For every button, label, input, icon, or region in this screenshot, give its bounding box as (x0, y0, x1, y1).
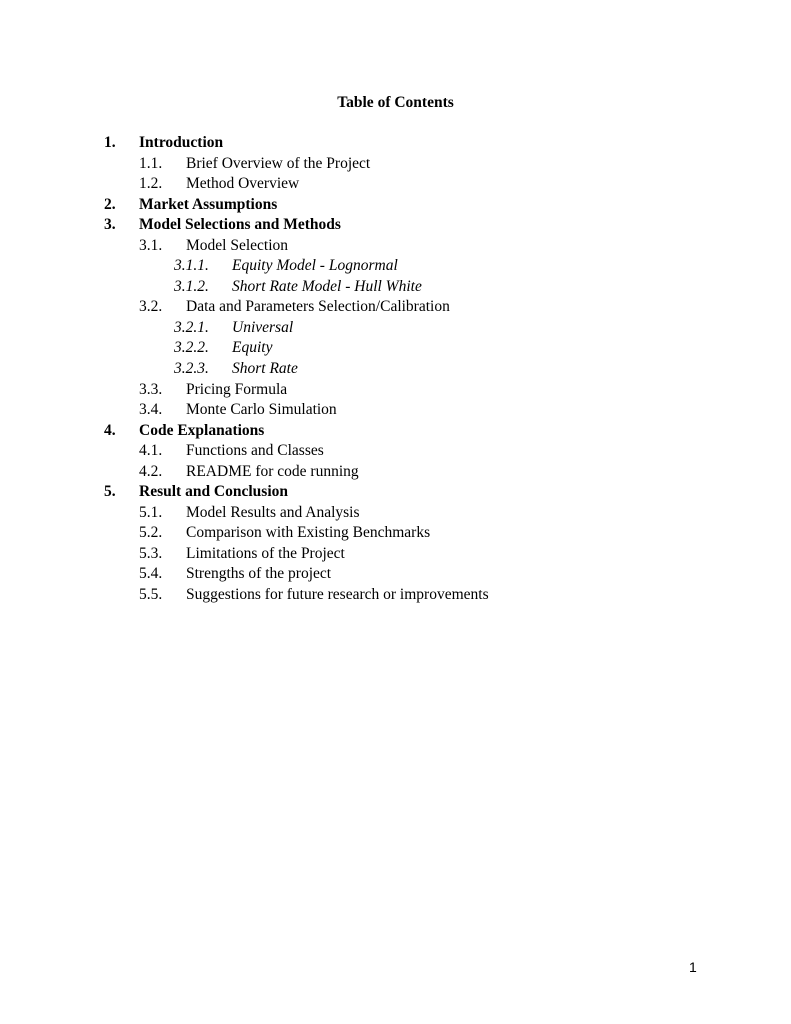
toc-entry-level-2 (0, 236, 791, 257)
toc-entry-title: Model Results and Analysis (186, 503, 360, 521)
toc-entry-level-2 (0, 544, 791, 565)
toc-entry-title: Strengths of the project (186, 565, 332, 583)
toc-entry-title: Equity (232, 339, 273, 357)
toc-entry-level-2 (0, 154, 791, 175)
toc-entry-number: 5.2. (139, 524, 163, 542)
toc-entry-number: 4.1. (139, 442, 163, 460)
toc-entry-title: Model Selection (186, 236, 289, 254)
toc-entry-number: 5.1. (139, 503, 163, 521)
toc-entry-title: Result and Conclusion (139, 483, 289, 501)
toc-entry-level-3 (0, 277, 791, 298)
toc-entry-level-2 (0, 462, 791, 483)
toc-entry-level-1 (0, 195, 791, 216)
toc-entry-level-2 (0, 297, 791, 318)
toc-entry-number: 3.1.2. (174, 277, 209, 295)
toc-entry-title: Equity Model - Lognormal (232, 257, 398, 275)
toc-entry-title: Method Overview (186, 175, 300, 193)
toc-entry-number: 3.2.2. (174, 339, 209, 357)
toc-entry-number: 3.1. (139, 236, 163, 254)
toc-entry-level-3 (0, 359, 791, 380)
toc-entry-level-2 (0, 380, 791, 401)
toc-entry-title: Market Assumptions (139, 195, 278, 213)
toc-entry-level-2 (0, 441, 791, 462)
toc-entry-number: 3.1.1. (174, 257, 209, 275)
toc-entry-level-1 (0, 482, 791, 503)
toc-entry-level-2 (0, 523, 791, 544)
toc-entry-number: 3.2.1. (174, 318, 209, 336)
toc-entry-number: 3.4. (139, 401, 163, 419)
toc-entry-level-1 (0, 421, 791, 442)
toc-entry-level-2 (0, 174, 791, 195)
toc-entry-title: Universal (232, 318, 294, 336)
toc-entry-title: README for code running (186, 462, 359, 480)
toc-entry-number: 3.2. (139, 298, 163, 316)
toc-entry-title: Short Rate Model - Hull White (232, 277, 422, 295)
toc-entry-number: 1. (104, 134, 116, 151)
toc-entry-title: Suggestions for future research or improvements (186, 586, 489, 604)
toc-entry-title: Comparison with Existing Benchmarks (186, 524, 431, 542)
toc-entry-number: 5. (104, 483, 116, 501)
toc-title: Table of Contents (337, 94, 454, 111)
toc-entry-level-1 (0, 215, 791, 236)
toc-entry-title: Monte Carlo Simulation (186, 401, 337, 419)
toc-entry-number: 3.2.3. (174, 360, 209, 378)
toc-entry-number: 4.2. (139, 462, 163, 480)
toc-entry-title: Functions and Classes (186, 442, 324, 460)
toc-entry-level-1 (0, 133, 791, 154)
toc-entry-number: 3.3. (139, 380, 163, 398)
toc-entry-number: 5.4. (139, 565, 163, 583)
page-number: 1 (689, 959, 697, 975)
toc-entry-number: 5.3. (139, 544, 163, 562)
toc-entry-level-2 (0, 564, 791, 585)
toc-entry-level-3 (0, 256, 791, 277)
toc-list (0, 133, 791, 606)
toc-entry-title: Model Selections and Methods (139, 216, 341, 234)
toc-entry-number: 1.2. (139, 175, 163, 193)
toc-entry-number: 5.5. (139, 586, 163, 604)
toc-entry-level-3 (0, 318, 791, 339)
toc-entry-number: 4. (104, 421, 116, 439)
toc-entry-title: Limitations of the Project (186, 544, 345, 562)
toc-entry-title: Pricing Formula (186, 380, 288, 398)
toc-entry-level-2 (0, 400, 791, 421)
toc-entry-number: 2. (104, 195, 116, 213)
toc-entry-title: Short Rate (232, 360, 298, 378)
toc-entry-level-3 (0, 338, 791, 359)
toc-entry-level-2 (0, 503, 791, 524)
toc-entry-title: Code Explanations (139, 421, 265, 439)
toc-entry-title: Brief Overview of the Project (186, 154, 371, 172)
toc-entry-level-2 (0, 585, 791, 606)
toc-entry-title: Introduction (139, 134, 224, 151)
toc-entry-title: Data and Parameters Selection/Calibration (186, 298, 450, 316)
toc-entry-number: 1.1. (139, 154, 163, 172)
toc-entry-number: 3. (104, 216, 116, 234)
